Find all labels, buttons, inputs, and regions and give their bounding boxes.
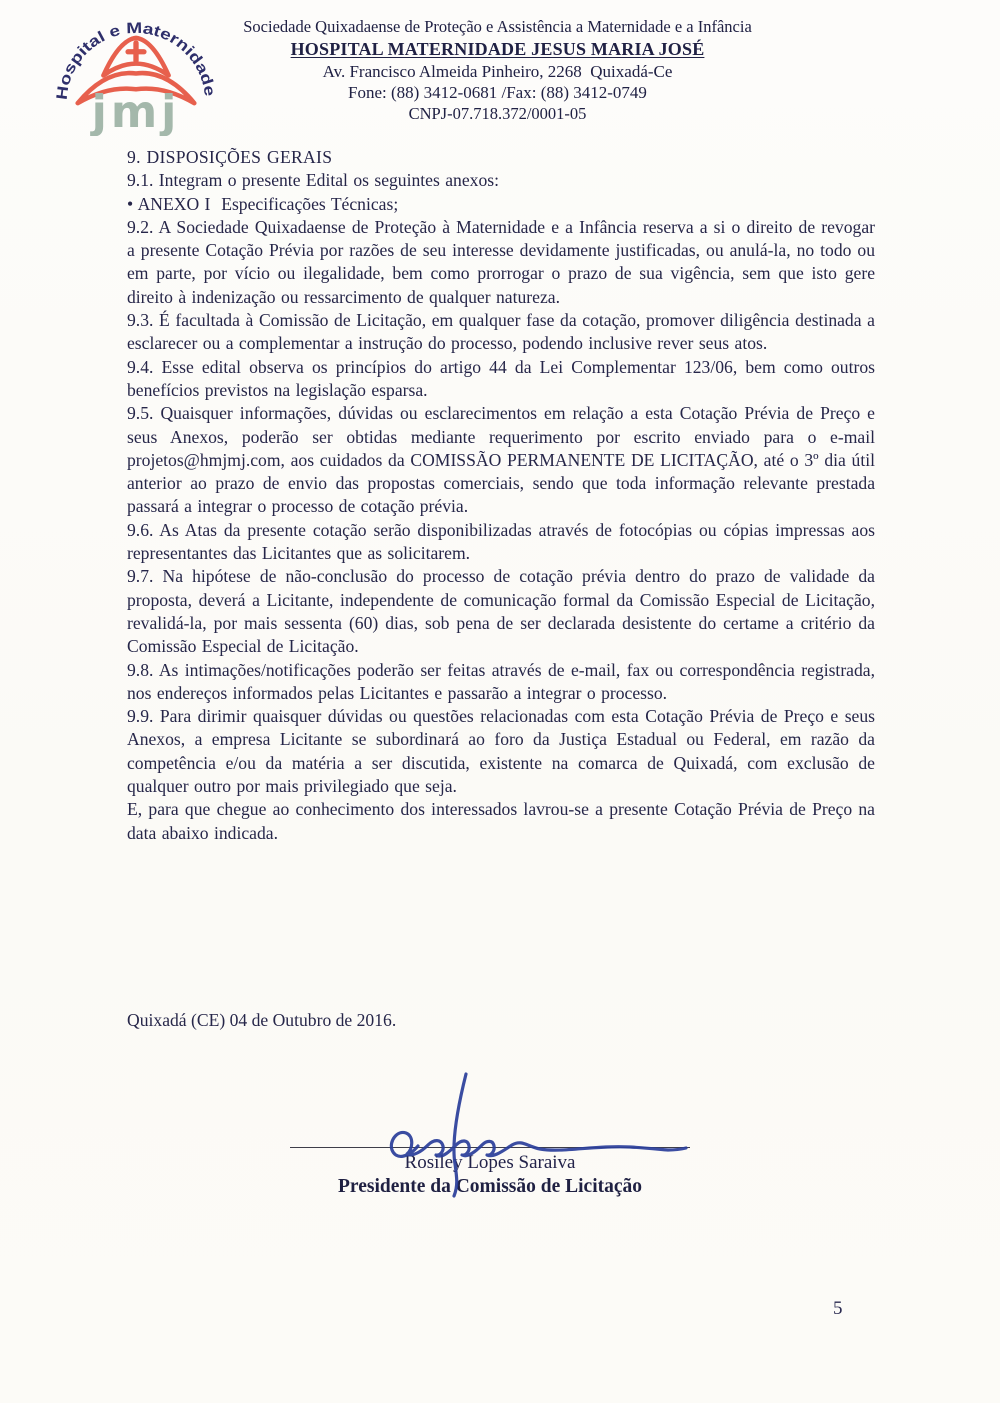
cnpj-line: CNPJ-07.718.372/0001-05 [408, 104, 587, 123]
address-line: Av. Francisco Almeida Pinheiro, 2268 Quixadá-Ce [322, 62, 673, 81]
letterhead [0, 0, 1000, 140]
clause-9-9: 9.9. Para dirimir quaisquer dúvidas ou questões relacionadas com esta Cotação Prévia de Preço e seus Anexos, a empresa Licitante se subordinará ao foro da Justiça Estadual ou Federal, em razão da competência e/ou da matéria a ser discutida, existente na comarca de Quixadá, com exclusão de qualquer outro por mais privilegiado que seja. [127, 706, 875, 797]
closing-paragraph: E, para que chegue ao conhecimento dos interessados lavrou-se a presente Cotação Prévia de Preço na data abaixo indicada. [127, 799, 875, 843]
phone-fax-line: Fone: (88) 3412-0681 /Fax: (88) 3412-0749 [348, 83, 647, 102]
signatory-title: Presidente da Comissão de Licitação [337, 1176, 643, 1197]
clause-9-8: 9.8. As intimações/notificações poderão ser feitas através de e-mail, fax ou correspondência registrada, nos endereços informados pelas Licitantes e passarão a integrar o processo. [127, 659, 875, 703]
anexo-bullet-item: • ANEXO I Especificações Técnicas; [127, 193, 399, 214]
clause-9-7: 9.7. Na hipótese de não-conclusão do processo de cotação prévia dentro do prazo de validade da proposta, deverá a Licitante, independente de comunicação formal da Comissão Especial de Licitação, revalidá-la, por mais sessenta (60) dias, sob pena de ser declarada desistente do certame a critério da Comissão Especial de Licitação. [127, 566, 875, 657]
date-place-line: Quixadá (CE) 04 de Outubro de 2016. [127, 1010, 397, 1030]
clause-9-5: 9.5. Quaisquer informações, dúvidas ou esclarecimentos em relação a esta Cotação Prévia de Preço e seus Anexos, poderão ser obtidas mediante requerimento por escrito enviado para o e-mail projetos@hmjmj.com, aos cuidados da COMISSÃO PERMANENTE DE LICITAÇÃO, até o 3º dia útil anterior ao prazo de envio das propostas comerciais, sendo que toda informação relevante prestada passará a integrar o processo de cotação prévia. [127, 403, 875, 517]
logo-acronym: jmj [91, 86, 181, 136]
signatory-name: Rosiley Lopes Saraiva [404, 1152, 576, 1173]
logo-arc-text: Hospital e Maternidade [53, 19, 218, 101]
document-body [127, 146, 875, 845]
hospital-name: HOSPITAL MATERNIDADE JESUS MARIA JOSÉ [290, 39, 705, 59]
clause-9-4: 9.4. Esse edital observa os princípios do artigo 44 da Lei Complementar 123/06, bem como outros benefícios previstos na legislação esparsa. [127, 356, 875, 400]
clause-9-3: 9.3. É facultada à Comissão de Licitação, em qualquer fase da cotação, promover diligência destinada a esclarecer ou a complementar a instrução do processo, podendo inclusive rever seus atos. [127, 310, 875, 354]
clause-9-1: 9.1. Integram o presente Edital os seguintes anexos: [127, 170, 499, 191]
clause-9-6: 9.6. As Atas da presente cotação serão disponibilizadas através de fotocópias ou cópias impressas aos representantes das Licitantes que as solicitarem. [127, 519, 875, 564]
letterhead-text [190, 16, 805, 124]
section-heading: 9. DISPOSIÇÕES GERAIS [127, 147, 333, 167]
signature-line [290, 1147, 690, 1148]
organization-name: Sociedade Quixadaense de Proteção e Assistência a Maternidade e a Infância [243, 17, 752, 36]
signature-block [290, 1147, 690, 1198]
clause-9-2: 9.2. A Sociedade Quixadaense de Proteção à Maternidade e a Infância reserva a si o direito de revogar a presente Cotação Prévia por razões de seu interesse devidamente justificadas, ou anulá-la, no todo ou em parte, por vício ou ilegalidade, bem como prorrogar o prazo de sua vigência, sem que isto gere direito à indenização ou ressarcimento de qualquer natureza. [127, 216, 875, 307]
page-number: 5 [833, 1298, 843, 1319]
